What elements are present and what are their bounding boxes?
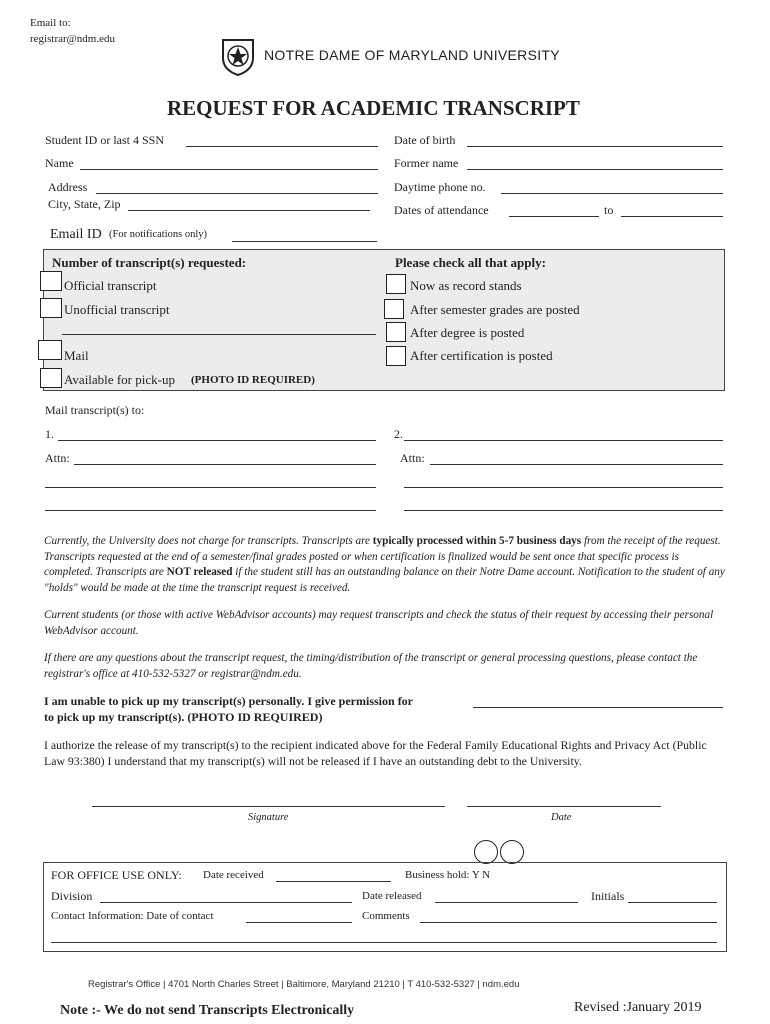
after-degree-checkbox[interactable]	[386, 322, 406, 342]
university-seal-logo	[218, 36, 258, 76]
office-circle-1	[474, 840, 498, 864]
mail-address-2-line-1[interactable]	[404, 487, 723, 488]
official-transcript-checkbox[interactable]	[40, 271, 62, 291]
pickup-photo-id-note: (PHOTO ID REQUIRED)	[191, 374, 315, 386]
date-of-birth-field[interactable]	[467, 146, 723, 147]
city-state-zip-label: City, State, Zip	[48, 197, 121, 211]
date-of-contact-field[interactable]	[246, 922, 352, 923]
transcript-notes-field[interactable]	[62, 334, 376, 335]
dates-of-attendance-label: Dates of attendance	[394, 203, 489, 217]
email-id-field[interactable]	[232, 241, 377, 242]
page-title: REQUEST FOR ACADEMIC TRANSCRIPT	[167, 96, 580, 120]
city-state-zip-field[interactable]	[128, 210, 370, 211]
mail-recipient-1-label: 1.	[45, 427, 54, 441]
email-id-label: Email ID	[50, 227, 102, 242]
mail-to-label: Mail transcript(s) to:	[45, 403, 145, 417]
date-received-field[interactable]	[276, 881, 391, 882]
no-electronic-transcripts-note: Note :- We do not send Transcripts Electronically	[60, 1003, 355, 1018]
former-name-label: Former name	[394, 156, 459, 170]
attendance-to-label: to	[604, 203, 614, 217]
comments-label: Comments	[362, 910, 410, 922]
mail-label: Mail	[64, 348, 89, 363]
comments-field[interactable]	[420, 922, 717, 923]
email-id-note: (For notifications only)	[109, 229, 207, 240]
student-id-field[interactable]	[186, 146, 378, 147]
after-semester-checkbox[interactable]	[384, 299, 404, 319]
mail-recipient-1-field[interactable]	[58, 440, 376, 441]
processing-info-paragraph: Currently, the University does not charge for transcripts. Transcripts are typically processed within 5-7 business days from the receipt of the request. Transcripts requested at the end of a semester/final grades posted or when certification is finalized would be sent once that specific process is completed. Transcripts are NOT released if the student still has an outstanding balance on their Notre Dame account. Notification to the student of any "holds" would be made at the time the transcript request is received.	[44, 535, 725, 594]
division-label: Division	[51, 889, 93, 903]
contact-info-label: Contact Information: Date of contact	[51, 910, 214, 922]
revised-date: Revised :January 2019	[574, 1000, 702, 1015]
daytime-phone-label: Daytime phone no.	[394, 180, 486, 194]
permission-statement-continued: to pick up my transcript(s). (PHOTO ID REQUIRED)	[44, 710, 323, 724]
address-label: Address	[48, 180, 88, 194]
office-use-heading: FOR OFFICE USE ONLY:	[51, 868, 182, 882]
student-id-label: Student ID or last 4 SSN	[45, 133, 165, 147]
webadvisor-paragraph: Current students (or those with active WebAdvisor accounts) may request transcripts and check the status of their request by accessing their personal WebAdvisor account.	[44, 609, 714, 637]
questions-paragraph: If there are any questions about the transcript request, the timing/distribution of the transcript or general processing questions, please contact the registrar's office at 410-532-5327 or registrar@ndm.edu.	[44, 652, 698, 680]
daytime-phone-field[interactable]	[501, 193, 723, 194]
name-field[interactable]	[80, 169, 378, 170]
email-to-label: Email to:	[30, 17, 71, 29]
after-degree-label: After degree is posted	[410, 325, 525, 340]
official-transcript-label: Official transcript	[64, 278, 157, 293]
registrar-office-address: Registrar's Office | 4701 North Charles Street | Baltimore, Maryland 21210 | T 410-532-5327 | ndm.edu	[88, 979, 520, 990]
attn-2-label: Attn:	[400, 451, 425, 465]
attendance-to-field[interactable]	[621, 216, 723, 217]
initials-field[interactable]	[628, 902, 717, 903]
date-received-label: Date received	[203, 869, 264, 881]
mail-address-2-line-2[interactable]	[404, 510, 723, 511]
attn-1-label: Attn:	[45, 451, 70, 465]
after-semester-label: After semester grades are posted	[410, 302, 580, 317]
after-certification-checkbox[interactable]	[386, 346, 406, 366]
permission-statement: I am unable to pick up my transcript(s) personally. I give permission for	[44, 694, 414, 708]
date-of-birth-label: Date of birth	[394, 133, 456, 147]
mail-checkbox[interactable]	[38, 340, 62, 360]
signature-field[interactable]	[92, 806, 445, 807]
signature-date-field[interactable]	[467, 806, 661, 807]
comments-field-line-2[interactable]	[51, 942, 717, 943]
mail-address-1-line-1[interactable]	[45, 487, 376, 488]
mail-recipient-2-field[interactable]	[404, 440, 723, 441]
pickup-checkbox[interactable]	[40, 368, 62, 388]
former-name-field[interactable]	[467, 169, 723, 170]
pickup-label: Available for pick-up	[64, 372, 175, 387]
mail-address-1-line-2[interactable]	[45, 510, 376, 511]
attn-2-field[interactable]	[430, 464, 723, 465]
permission-name-field[interactable]	[473, 707, 723, 708]
business-hold-label: Business hold: Y N	[405, 869, 491, 881]
name-label: Name	[45, 156, 74, 170]
now-as-record-label: Now as record stands	[410, 278, 522, 293]
date-released-label: Date released	[362, 890, 422, 902]
check-all-heading: Please check all that apply:	[395, 255, 546, 270]
attendance-from-field[interactable]	[509, 216, 599, 217]
unofficial-transcript-checkbox[interactable]	[40, 298, 62, 318]
email-address[interactable]: registrar@ndm.edu	[30, 33, 115, 45]
signature-date-label: Date	[551, 812, 572, 823]
address-field[interactable]	[96, 193, 378, 194]
authorization-statement: I authorize the release of my transcript(s) to the recipient indicated above for the Federal Family Educational Rights and Privacy Act (Public Law 93:380) I understand that my transcript(s) will not be released if I have an outstanding debt to the University.	[44, 738, 707, 768]
number-requested-heading: Number of transcript(s) requested:	[52, 255, 247, 270]
unofficial-transcript-label: Unofficial transcript	[64, 302, 170, 317]
initials-label: Initials	[591, 889, 625, 903]
now-as-record-checkbox[interactable]	[386, 274, 406, 294]
university-name: NOTRE DAME OF MARYLAND UNIVERSITY	[264, 47, 560, 63]
office-circle-2	[500, 840, 524, 864]
mail-recipient-2-label: 2.	[394, 427, 403, 441]
attn-1-field[interactable]	[74, 464, 376, 465]
signature-label: Signature	[248, 812, 289, 823]
date-released-field[interactable]	[435, 902, 578, 903]
after-certification-label: After certification is posted	[410, 348, 553, 363]
division-field[interactable]	[100, 902, 352, 903]
